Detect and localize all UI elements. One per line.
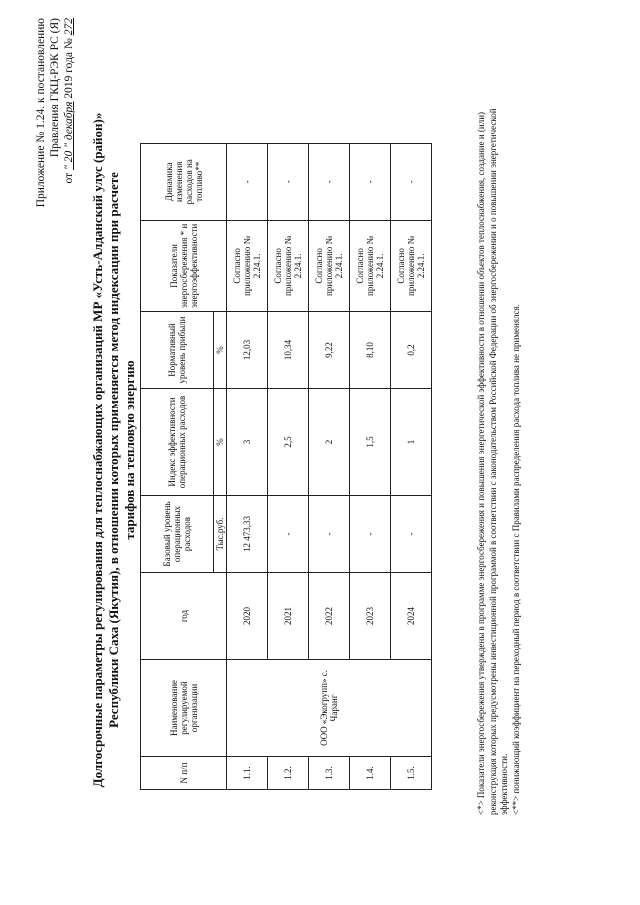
cell-index: 3 — [227, 389, 268, 496]
cell-norm: 8,10 — [350, 312, 391, 389]
cell-num: 1.2. — [268, 757, 309, 790]
cell-year: 2020 — [227, 573, 268, 660]
handwritten-date: " 20 " декабря — [63, 101, 75, 170]
appendix-header — [34, 18, 76, 207]
table-row — [227, 143, 268, 789]
appendix-line-3 — [62, 18, 76, 207]
cell-energy: Согласно приложению № 2.24.1. — [268, 220, 309, 311]
cell-dyn: - — [268, 143, 309, 220]
cell-num: 1.4. — [350, 757, 391, 790]
cell-energy: Согласно приложению № 2.24.1. — [391, 220, 432, 311]
cell-base: 12 473,33 — [227, 496, 268, 573]
cell-year: 2024 — [391, 573, 432, 660]
unit-norm: % — [214, 312, 227, 389]
appendix-year: 2019 года № — [63, 38, 75, 99]
footnotes — [476, 55, 522, 815]
cell-dyn: - — [391, 143, 432, 220]
cell-dyn: - — [227, 143, 268, 220]
cell-base: - — [391, 496, 432, 573]
cell-num: 1.5. — [391, 757, 432, 790]
cell-norm: 9,22 — [309, 312, 350, 389]
cell-dyn: - — [309, 143, 350, 220]
appendix-line-2: Правления ГКЦ-РЭК РС (Я) — [49, 18, 61, 158]
header-num: N п/п — [141, 757, 227, 790]
header-index: Индекс эффективности операционных расходов — [141, 389, 214, 496]
unit-index: % — [214, 389, 227, 496]
cell-base: - — [309, 496, 350, 573]
cell-year: 2023 — [350, 573, 391, 660]
handwritten-number: 272 — [63, 18, 75, 36]
cell-index: 1,5 — [350, 389, 391, 496]
cell-year: 2022 — [309, 573, 350, 660]
header-year: год — [141, 573, 227, 660]
footnote-2: <**> понижающий коэффициент на переходный период в соответствии с Правилами распределения расхода топлива не применялся. — [510, 304, 521, 815]
header-dyn: Динамика изменения расходов на топливо** — [141, 143, 227, 220]
header-energy: Показатели энергосбережения * и энергоэффективности — [141, 220, 227, 311]
cell-num: 1.3. — [309, 757, 350, 790]
appendix-from: от — [63, 172, 75, 184]
title-line-2: Республики Саха (Якутия), в отношении которых применяется метод индексации при расчете — [106, 172, 121, 728]
cell-energy: Согласно приложению № 2.24.1. — [350, 220, 391, 311]
header-row — [141, 143, 214, 789]
appendix-line-1: Приложение № 1.24. к постановлению — [35, 18, 47, 208]
cell-base: - — [350, 496, 391, 573]
cell-year: 2021 — [268, 573, 309, 660]
header-norm: Нормативный уровень прибыли — [141, 312, 214, 389]
document-title — [90, 95, 138, 805]
cell-norm: 0,2 — [391, 312, 432, 389]
title-line-1: Долгосрочные параметры регулирования для теплоснабжающих организаций МР «Усть-Алданский улус (район)» — [90, 112, 105, 788]
cell-index: 2,5 — [268, 389, 309, 496]
cell-norm: 12,03 — [227, 312, 268, 389]
title-line-3: тарифов на тепловую энергию — [122, 360, 137, 540]
cell-base: - — [268, 496, 309, 573]
unit-base: Тыс.руб. — [214, 496, 227, 573]
header-org: Наименование регулируемой организации — [141, 660, 227, 757]
header-base: Базовый уровень операционных расходов — [141, 496, 214, 573]
cell-index: 1 — [391, 389, 432, 496]
cell-num: 1.1. — [227, 757, 268, 790]
footnote-1: <*> Показатели энергосбережения утверждены в программе энергосбережения и повышения энергетической эффективности в отношении объектов теплоснабжения, создание и (или) реконструкция которых предусмотрены инвестиционной программой в соответствии с законодательством Российской Федерации об энергосбережении и о повышении энергетической эффективности. — [476, 108, 509, 815]
parameters-table — [140, 143, 432, 790]
cell-energy: Согласно приложению № 2.24.1. — [227, 220, 268, 311]
cell-org: ООО «Экогрупп» с. Чаранг — [227, 660, 432, 757]
cell-norm: 10,34 — [268, 312, 309, 389]
cell-dyn: - — [350, 143, 391, 220]
cell-energy: Согласно приложению № 2.24.1. — [309, 220, 350, 311]
cell-index: 2 — [309, 389, 350, 496]
